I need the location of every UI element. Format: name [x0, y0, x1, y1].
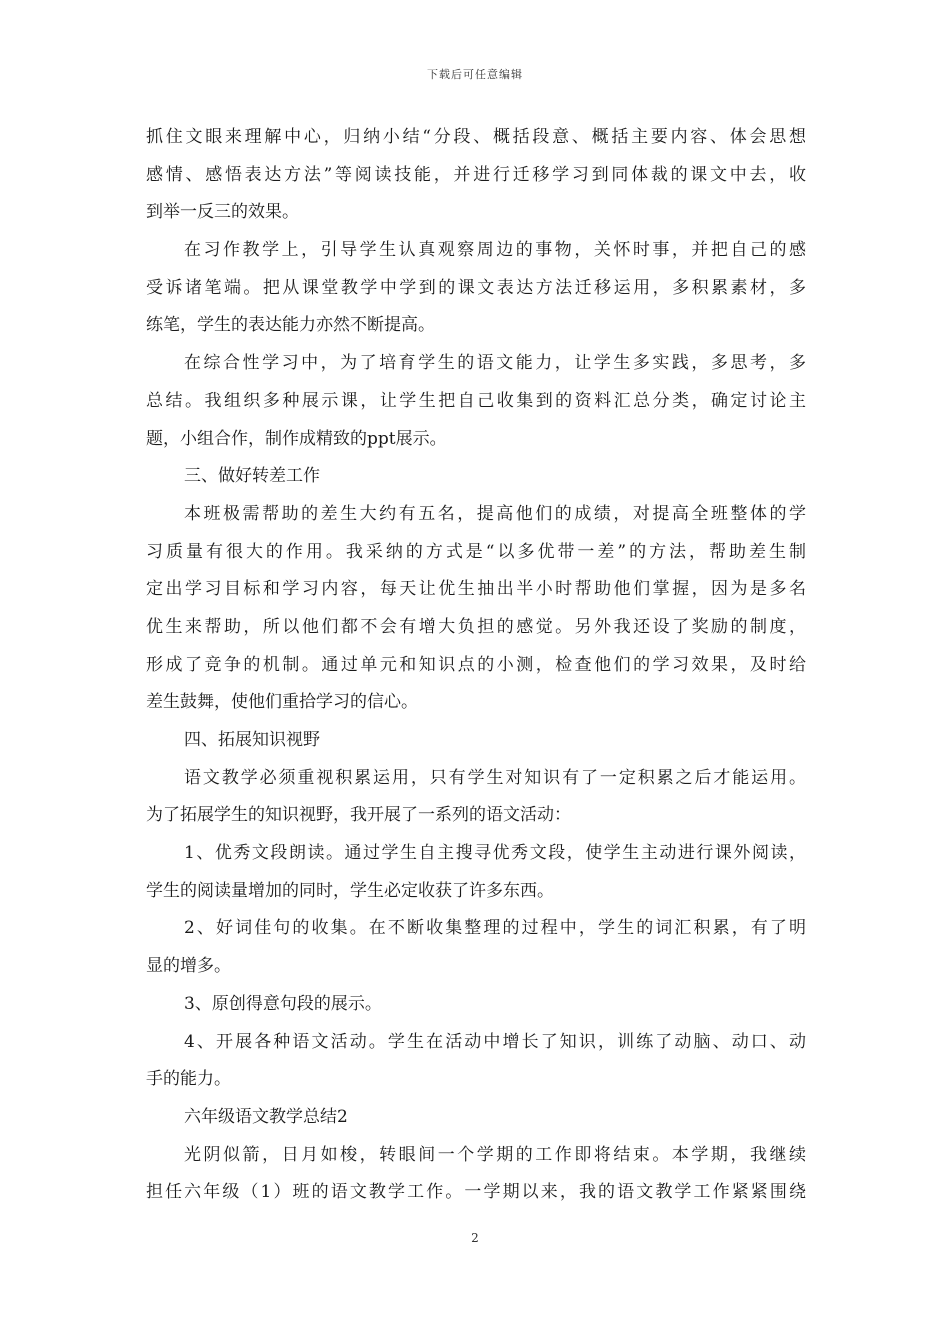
text-line: 练笔，学生的表达能力亦然不断提高。	[146, 315, 435, 336]
text-line: 题，小组合作，制作成精致的ppt展示。	[146, 428, 447, 449]
text-line: 在习作教学上，引导学生认真观察周边的事物，关怀时事，并把自己的感	[184, 240, 806, 261]
text-line: 手的能力。	[146, 1069, 231, 1090]
text-line: 光阴似箭，日月如梭，转眼间一个学期的工作即将结束。本学期，我继续	[184, 1144, 806, 1165]
text-line: 1、优秀文段朗读。通过学生自主搜寻优秀文段，使学生主动进行课外阅读，	[184, 843, 806, 864]
text-line: 六年级语文教学总结2	[184, 1106, 348, 1127]
text-line: 学生的阅读量增加的同时，学生必定收获了许多东西。	[146, 880, 554, 901]
text-line: 为了拓展学生的知识视野，我开展了一系列的语文活动：	[146, 805, 571, 826]
text-line: 差生鼓舞，使他们重拾学习的信心。	[146, 692, 418, 713]
page-number: 2	[471, 1231, 479, 1245]
text-line: 4、开展各种语文活动。学生在活动中增长了知识，训练了动脑、动口、动	[184, 1031, 806, 1052]
text-line: 语文教学必须重视积累运用，只有学生对知识有了一定积累之后才能运用。	[184, 767, 806, 788]
text-line: 三、做好转差工作	[184, 466, 320, 487]
text-line: 2、好词佳句的收集。在不断收集整理的过程中，学生的词汇积累，有了明	[184, 918, 806, 939]
text-line: 四、拓展知识视野	[184, 730, 320, 750]
text-line: 总结。我组织多种展示课，让学生把自己收集到的资料汇总分类，确定讨论主	[146, 390, 806, 411]
document-body	[146, 119, 806, 1212]
text-line: 感情、感悟表达方法”等阅读技能，并进行迁移学习到同体裁的课文中去，收	[146, 164, 806, 185]
text-line: 形成了竞争的机制。通过单元和知识点的小测，检查他们的学习效果，及时给	[146, 654, 806, 675]
text-line: 定出学习目标和学习内容，每天让优生抽出半小时帮助他们掌握，因为是多名	[146, 579, 806, 600]
text-line: 受诉诸笔端。把从课堂教学中学到的课文表达方法迁移运用，多积累素材，多	[146, 277, 806, 298]
text-line: 显的增多。	[146, 956, 231, 977]
text-line: 习质量有很大的作用。我采纳的方式是“以多优带一差”的方法，帮助差生制	[146, 541, 806, 562]
text-line: 抓住文眼来理解中心，归纳小结“分段、概括段意、概括主要内容、体会思想	[146, 127, 806, 147]
text-line: 担任六年级（1）班的语文教学工作。一学期以来，我的语文教学工作紧紧围绕	[146, 1182, 806, 1203]
text-line: 本班极需帮助的差生大约有五名，提高他们的成绩，对提高全班整体的学	[184, 503, 806, 524]
text-line: 到举一反三的效果。	[146, 202, 299, 223]
text-line: 优生来帮助，所以他们都不会有增大负担的感觉。另外我还设了奖励的制度，	[146, 616, 806, 637]
text-line: 在综合性学习中，为了培育学生的语文能力，让学生多实践，多思考，多	[184, 353, 806, 374]
text-line: 3、原创得意句段的展示。	[184, 993, 382, 1014]
page-header: 下载后可任意编辑	[427, 68, 523, 81]
